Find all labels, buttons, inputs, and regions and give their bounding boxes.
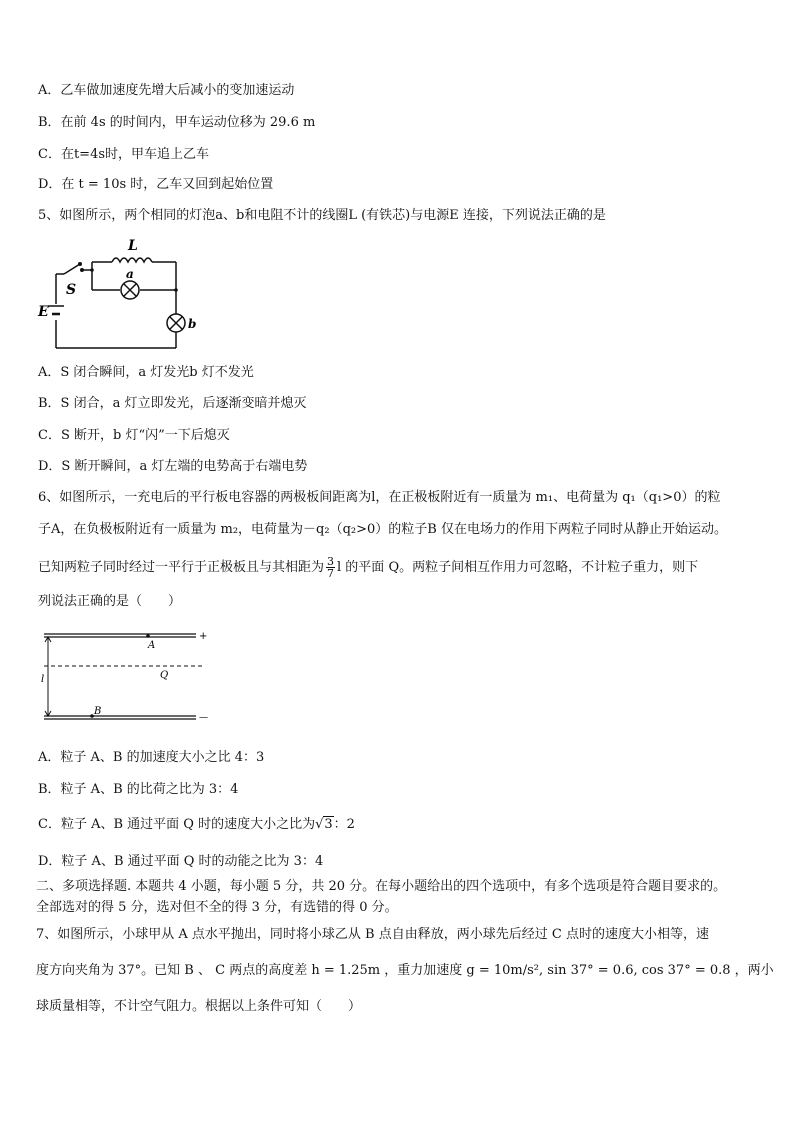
q6-stem-line2: 子A，在负极板附近有一质量为 m₂，电荷量为－q₂（q₂>0）的粒子B 仅在电场力的作用下两粒子同时从静止开始运动。	[38, 522, 727, 537]
q6-option-d: D．粒子 A、B 通过平面 Q 时的动能之比为 3：4	[38, 854, 324, 869]
particle-label-a: A	[148, 640, 156, 651]
distance-label-l: l	[41, 674, 45, 685]
lamp-label-a: a	[126, 267, 134, 281]
plane-label-q: Q	[160, 670, 169, 681]
q6-stem-line4: 列说法正确的是（ ）	[38, 594, 182, 609]
q4-option-c: C．在t=4s时，甲车追上乙车	[38, 147, 210, 162]
fraction-denominator: 7	[327, 567, 335, 580]
q5-option-d: D．S 断开瞬间，a 灯左端的电势高于右端电势	[38, 459, 308, 474]
battery-label-e: E	[38, 304, 49, 320]
q7-stem-line3: 球质量相等，不计空气阻力。根据以上条件可知（ ）	[36, 999, 362, 1014]
q5-circuit-diagram	[36, 232, 196, 356]
q4-option-a: A．乙车做加速度先增大后减小的变加速运动	[38, 83, 295, 98]
q5-option-b: B．S 闭合，a 灯立即发光，后逐渐变暗并熄灭	[38, 396, 307, 411]
fraction-three-sevenths	[326, 556, 335, 579]
fraction-numerator: 3	[327, 555, 335, 568]
q7-stem-line2: 度方向夹角为 37°。已知 B 、 C 两点的高度差 h = 1.25m ，重力加速度 g = 10m/s², sin 37° = 0.6, cos 37° = 0.8 ，两小	[36, 963, 774, 978]
plus-sign: +	[199, 631, 208, 642]
section2-instructions-line2: 全部选对的得 5 分，选对但不全的得 3 分，有选错的得 0 分。	[36, 900, 398, 915]
q7-stem-line1: 7、如图所示，小球甲从 A 点水平抛出，同时将小球乙从 B 点自由释放，两小球先后经过 C 点时的速度大小相等，速	[36, 927, 709, 942]
q6-stem-line3	[38, 556, 698, 579]
q5-option-c: C．S 断开，b 灯“闪”一下后熄灭	[38, 428, 230, 443]
q6-line3-pre: 已知两粒子同时经过一平行于正极板且与其相距为	[38, 560, 325, 575]
q6-option-a: A．粒子 A、B 的加速度大小之比 4：3	[38, 750, 265, 765]
q6-stem-line1: 6、如图所示，一充电后的平行板电容器的两极板间距离为l，在正极板附近有一质量为 m₁、电荷量为 q₁（q₁>0）的粒	[38, 490, 721, 505]
q6-option-b: B．粒子 A、B 的比荷之比为 3：4	[38, 782, 239, 797]
q6-option-c-post: ：2	[333, 817, 355, 832]
q6-option-c	[38, 816, 355, 834]
q4-option-d: D．在 t = 10s 时，乙车又回到起始位置	[38, 177, 274, 192]
lamp-label-b: b	[188, 317, 196, 331]
q6-option-c-pre: C．粒子 A、B 通过平面 Q 时的速度大小之比为	[38, 817, 316, 832]
coil-label-l: L	[128, 238, 138, 254]
q5-stem: 5、如图所示，两个相同的灯泡a、b和电阻不计的线圈L (有铁芯)与电源E 连接，下列说法正确的是	[38, 208, 606, 223]
switch-label-s: S	[66, 282, 77, 298]
section2-instructions-line1: 二、多项选择题. 本题共 4 小题，每小题 5 分，共 20 分。在每小题给出的四个选项中，有多个选项是符合题目要求的。	[36, 879, 727, 894]
q5-option-a: A．S 闭合瞬间，a 灯发光b 灯不发光	[38, 365, 254, 380]
particle-label-b: B	[94, 706, 102, 717]
sqrt-symbol: √	[315, 817, 324, 832]
q4-option-b: B．在前 4s 的时间内，甲车运动位移为 29.6 m	[38, 115, 316, 130]
sqrt-radicand: 3	[324, 817, 333, 832]
minus-sign: —	[199, 713, 208, 723]
q6-line3-post: l 的平面 Q。两粒子间相互作用力可忽略，不计粒子重力，则下	[337, 560, 699, 575]
q6-capacitor-diagram	[36, 626, 216, 726]
